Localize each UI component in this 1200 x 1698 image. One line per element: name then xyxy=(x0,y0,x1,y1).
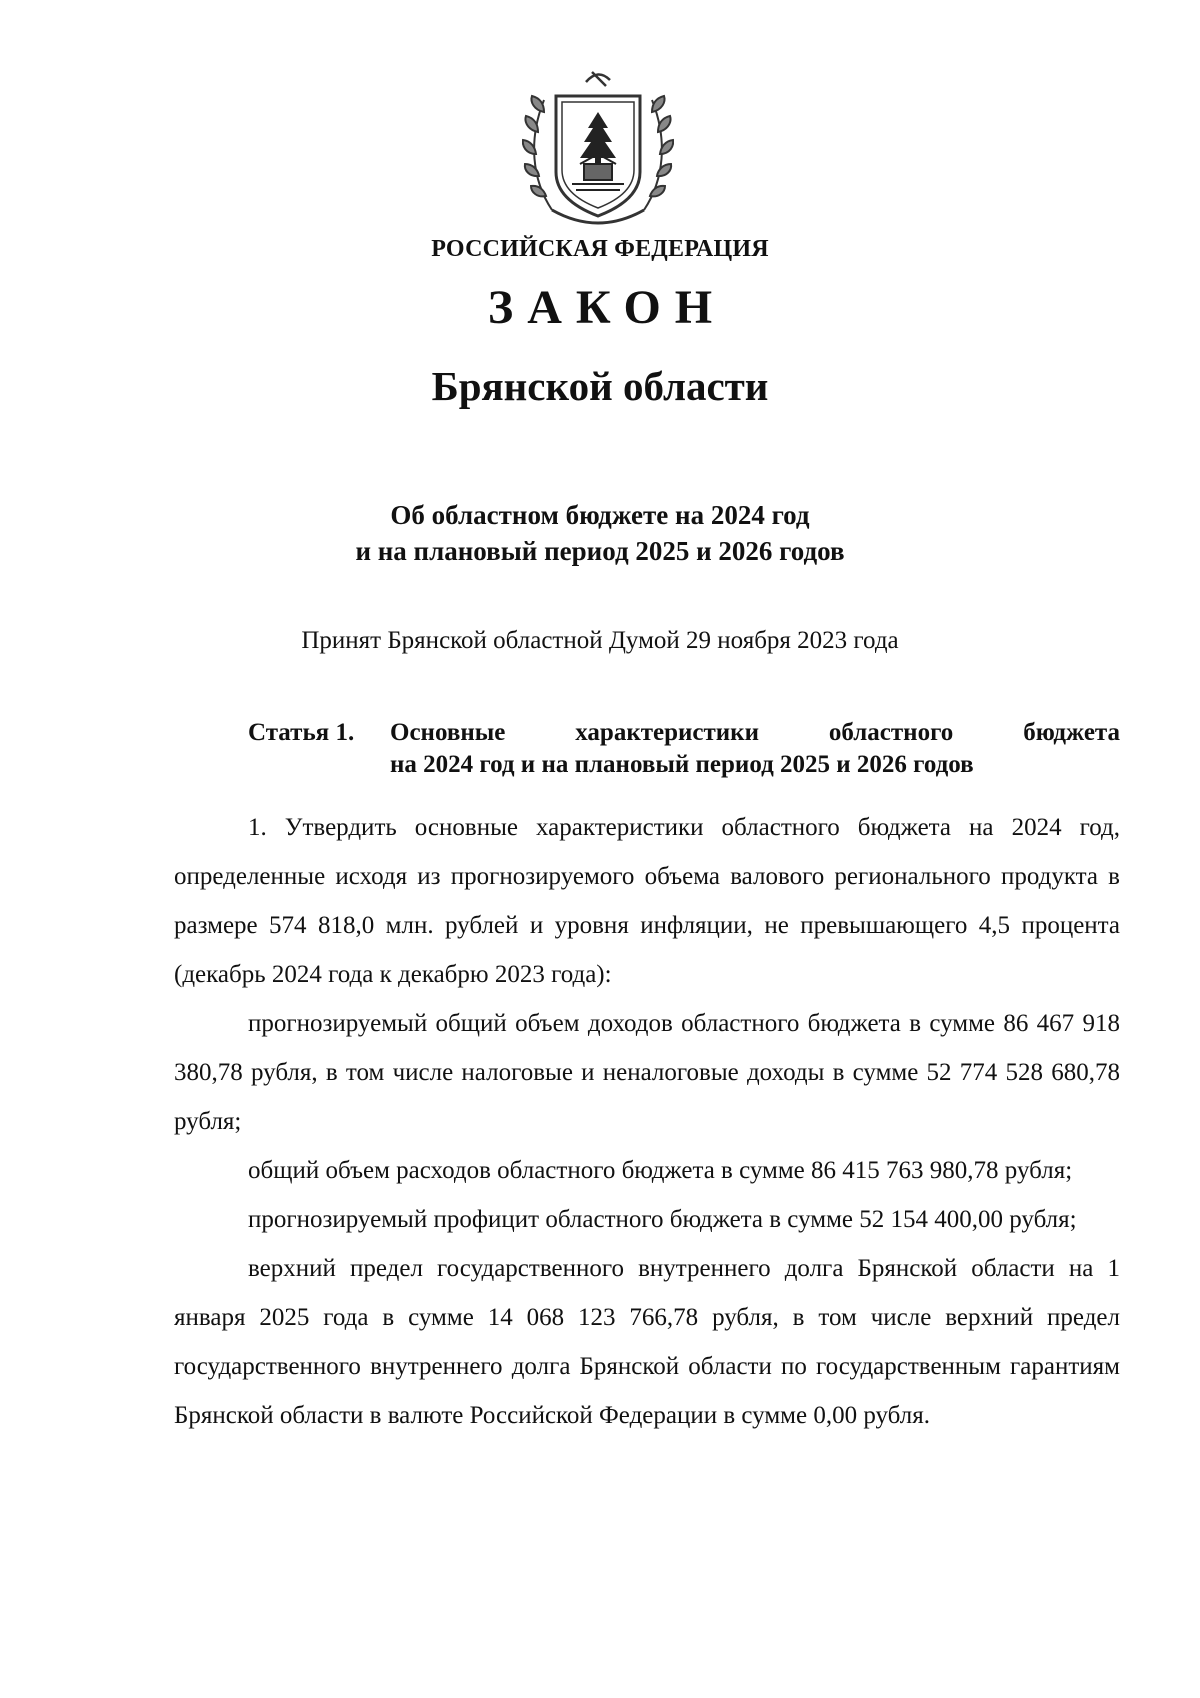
article-number: Статья 1. xyxy=(248,719,355,746)
law-title-line-1: Об областном бюджете на 2024 год xyxy=(390,500,810,530)
law-word: ЗАКОН xyxy=(487,281,727,334)
article-body xyxy=(174,803,1120,1440)
law-title-line-2: и на плановый период 2025 и 2026 годов xyxy=(355,536,845,566)
article-heading xyxy=(248,717,1120,781)
country-name: РОССИЙСКАЯ ФЕДЕРАЦИЯ xyxy=(431,236,769,262)
paragraph: 1. Утвердить основные характеристики областного бюджета на 2024 год, определенные исходя из прогнозируемого объема валового регионального продукта в размере 574 818,0 млн. рублей и уровня инфляции, не превышающего 4,5 процента (декабрь 2024 года к декабрю 2023 года): xyxy=(174,814,1120,988)
coat-of-arms-icon xyxy=(522,60,674,232)
paragraph: прогнозируемый профицит областного бюджета в сумме 52 154 400,00 рубля; xyxy=(248,1206,1077,1233)
article-heading-line-1: Основные характеристики областного бюджета xyxy=(390,719,1120,746)
adoption-note: Принят Брянской областной Думой 29 ноября 2023 года xyxy=(301,627,899,654)
paragraph: общий объем расходов областного бюджета в сумме 86 415 763 980,78 рубля; xyxy=(248,1157,1073,1184)
article-heading-line-2: на 2024 год и на плановый период 2025 и 2026 годов xyxy=(390,751,974,778)
paragraph: прогнозируемый общий объем доходов областного бюджета в сумме 86 467 918 380,78 рубля, в том числе налоговые и неналоговые доходы в сумме 52 774 528 680,78 рубля; xyxy=(174,1010,1120,1135)
paragraph: верхний предел государственного внутреннего долга Брянской области на 1 января 2025 года в сумме 14 068 123 766,78 рубля, в том числе верхний предел государственного внутреннего долга Брянской области по государственным гарантиям Брянской области в валюте Российской Федерации в сумме 0,00 рубля. xyxy=(174,1255,1120,1429)
law-title xyxy=(0,497,1200,569)
region-name: Брянской области xyxy=(431,363,769,409)
